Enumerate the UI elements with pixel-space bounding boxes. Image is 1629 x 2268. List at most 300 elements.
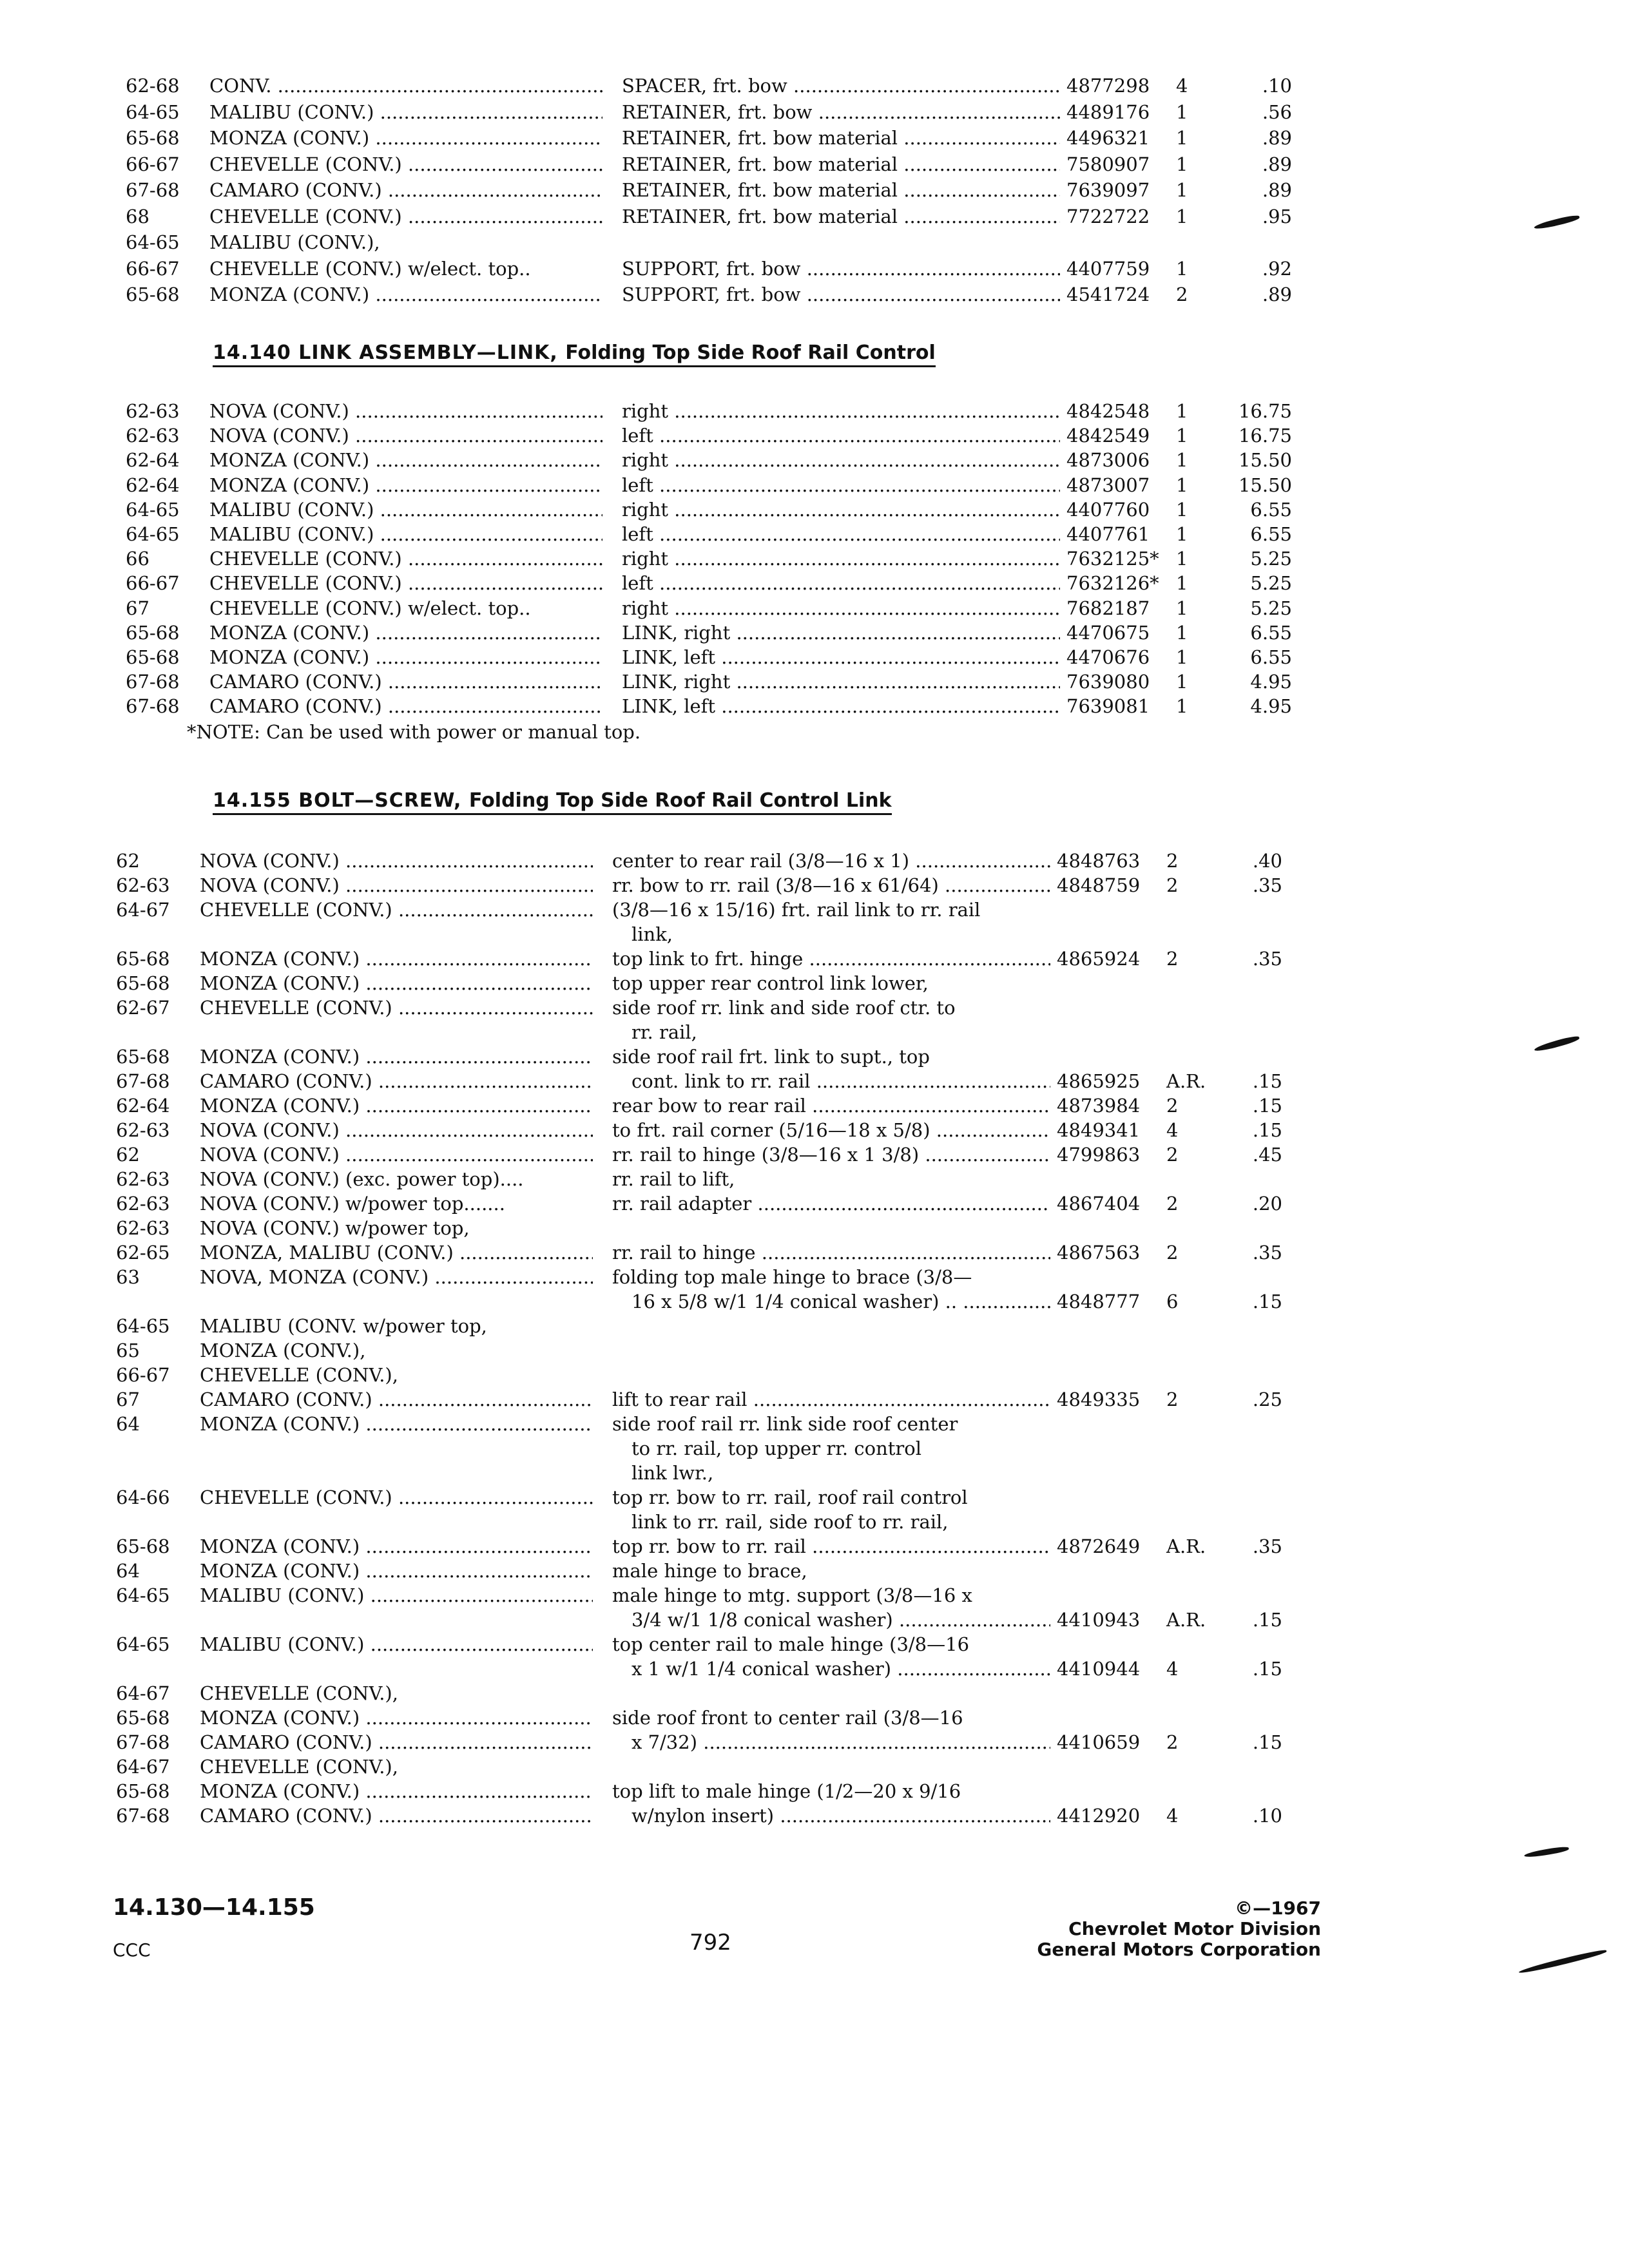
model-years: 65-68 [126,621,180,644]
price: 6.55 [1250,523,1292,545]
table-row [116,849,1308,872]
quantity: 1 [1176,153,1188,175]
part-number: 4865925 [1057,1070,1141,1092]
quantity: 1 [1176,425,1188,447]
part-description: w/nylon insert) ..... [631,1804,1050,1827]
table-row [116,1290,1308,1313]
part-description: 16 x 5/8 w/1 1/4 conical washer) .. ..... [631,1290,1050,1313]
model-years: 68 [126,205,149,227]
part-description: LINK, left ..... [622,646,1060,669]
model-name: NOVA, MONZA (CONV.) ..... [200,1265,593,1289]
part-description: male hinge to brace, [612,1560,807,1582]
model-years: 62-63 [116,1193,170,1215]
part-description: rr. rail to hinge ..... [612,1241,1050,1264]
table-row [126,178,1318,202]
table-row [126,597,1318,620]
model-name: MONZA (CONV.) ..... [209,474,602,497]
model-years: 64 [116,1413,140,1435]
model-name: CAMARO (CONV.) ..... [200,1731,593,1754]
model-years: 62-63 [116,1168,170,1190]
part-description: RETAINER, frt. bow material ..... [622,126,1060,149]
model-years: 62 [116,1144,140,1166]
model-name: MONZA (CONV.) ..... [200,1094,593,1117]
part-description: left ..... [622,424,1060,447]
model-years: 65-68 [116,1707,170,1729]
part-description: right ..... [622,597,1060,620]
quantity: 1 [1176,695,1188,718]
model-name: MALIBU (CONV. w/power top, [200,1315,487,1337]
part-number: 7632126* [1066,572,1159,595]
model-name: CAMARO (CONV.) ..... [209,695,602,718]
price: .89 [1262,153,1292,175]
table-row [126,257,1318,280]
part-description: link, [631,923,673,945]
quantity: 2 [1166,1731,1179,1753]
model-years: 65-68 [116,1046,170,1068]
model-years: 67-68 [116,1805,170,1827]
part-description: rear bow to rear rail ..... [612,1094,1050,1117]
footer-code: CCC [113,1939,151,1961]
part-number: 4872649 [1057,1535,1141,1557]
table-row [116,1094,1308,1117]
section-heading-title: 14.140 LINK ASSEMBLY—LINK, [213,341,558,364]
part-number: 4470676 [1066,646,1150,668]
table-row [126,74,1318,97]
part-description: rr. rail adapter ..... [612,1192,1050,1215]
model-years: 64-65 [126,498,180,521]
table-row [126,547,1318,570]
model-years: 65-68 [116,972,170,994]
binder-mark [1524,1845,1569,1859]
table-row [126,101,1318,124]
section-14-155-heading [213,789,892,815]
quantity: A.R. [1166,1609,1206,1631]
model-name: CAMARO (CONV.) ..... [209,178,602,202]
page-number: 792 [689,1930,731,1956]
table-row [116,1314,1308,1338]
model-name: CONV. ..... [209,74,602,97]
quantity: 1 [1176,597,1188,619]
price: .35 [1252,874,1282,896]
part-number: 4410659 [1057,1731,1141,1753]
part-number: 4867404 [1057,1193,1141,1215]
model-years: 62-68 [126,75,180,97]
section-heading-title: 14.155 BOLT—SCREW, [213,789,462,812]
quantity: 1 [1176,523,1188,545]
model-years: 67-68 [126,179,180,201]
model-name: NOVA (CONV.) ..... [200,874,593,897]
model-name: MONZA (CONV.), [200,1340,366,1361]
price: 15.50 [1238,449,1292,472]
part-number: 4842548 [1066,400,1150,422]
part-description: to frt. rail corner (5/16—18 x 5/8) ..... [612,1119,1050,1142]
model-name: NOVA (CONV.) ..... [200,1119,593,1142]
section-heading-subtitle: Folding Top Side Roof Rail Control Link [468,789,892,812]
part-description: rr. rail, [631,1021,697,1043]
model-name: MONZA (CONV.) ..... [200,1535,593,1558]
model-years: 67-68 [116,1731,170,1753]
section-heading-subtitle: Folding Top Side Roof Rail Control [565,341,936,364]
model-years: 67-68 [116,1070,170,1092]
model-name: MALIBU (CONV.) ..... [209,101,602,124]
part-description: side roof rail frt. link to supt., top [612,1046,930,1068]
price: 6.55 [1250,646,1292,668]
part-description: x 1 w/1 1/4 conical washer) ..... [631,1657,1050,1680]
part-number: 7639080 [1066,671,1150,693]
table-row [126,695,1318,718]
model-name: CHEVELLE (CONV.) ..... [200,898,593,921]
model-years: 64-65 [126,523,180,545]
model-name: MONZA (CONV.) ..... [200,1780,593,1803]
quantity: 2 [1166,1242,1179,1264]
binder-mark [1534,213,1580,231]
model-years: 64-65 [126,231,180,253]
binder-mark [1518,1948,1607,1975]
quantity: 1 [1176,548,1188,570]
price: .15 [1252,1731,1282,1753]
model-name: MALIBU (CONV.) ..... [209,523,602,546]
price: .25 [1252,1389,1282,1410]
price: .89 [1262,179,1292,201]
price: 6.55 [1250,621,1292,644]
part-description: SPACER, frt. bow ..... [622,74,1060,97]
part-description: top rr. bow to rr. rail, roof rail control [612,1486,968,1508]
price: .45 [1252,1144,1282,1166]
quantity: 2 [1166,1095,1179,1117]
model-years: 64-67 [116,1682,170,1704]
part-number: 4470675 [1066,621,1150,644]
model-years: 67-68 [126,695,180,718]
part-description: SUPPORT, frt. bow ..... [622,257,1060,280]
table-row [116,1168,1308,1191]
model-name: CHEVELLE (CONV.) ..... [209,153,602,176]
model-name: MONZA (CONV.) ..... [200,947,593,970]
price: .15 [1252,1119,1282,1141]
part-number: 7632125* [1066,548,1159,570]
part-number: 4873007 [1066,474,1150,496]
price: 4.95 [1250,695,1292,718]
price: .15 [1252,1070,1282,1092]
model-years: 65-68 [116,948,170,970]
table-row [116,1045,1308,1068]
model-name: MALIBU (CONV.), [209,231,380,253]
model-name: MONZA (CONV.) ..... [209,283,602,306]
model-years: 64-65 [116,1633,170,1655]
model-years: 62-64 [126,474,180,496]
table-row [116,1706,1308,1729]
table-row [126,126,1318,149]
model-name: MONZA (CONV.) ..... [200,1706,593,1729]
model-name: CHEVELLE (CONV.) ..... [209,205,602,228]
price: .10 [1252,1805,1282,1827]
part-description: cont. link to rr. rail ..... [631,1070,1050,1093]
model-years: 64-65 [116,1315,170,1337]
table-row [116,1412,1308,1436]
part-number: 4849335 [1057,1389,1141,1410]
table-row [116,898,1308,921]
footer-copyright: ©—1967 [1235,1898,1321,1919]
part-description: center to rear rail (3/8—16 x 1) ..... [612,849,1050,872]
table-row [116,1363,1308,1387]
part-description: rr. rail to lift, [612,1168,735,1190]
model-years: 65-68 [116,1780,170,1802]
table-row [126,424,1318,447]
model-name: MONZA (CONV.) ..... [209,646,602,669]
table-row [116,947,1308,970]
model-years: 67 [126,597,149,619]
part-description: (3/8—16 x 15/16) frt. rail link to rr. rail [612,899,981,921]
table-row [126,523,1318,546]
part-description: 3/4 w/1 1/8 conical washer) ..... [631,1608,1050,1631]
model-name: CAMARO (CONV.) ..... [209,670,602,693]
quantity: 1 [1176,127,1188,149]
part-number: 4496321 [1066,127,1150,149]
part-number: 4867563 [1057,1242,1141,1264]
table-row [116,1657,1308,1680]
table-row [116,972,1308,995]
part-description: RETAINER, frt. bow material ..... [622,178,1060,202]
quantity: 1 [1176,101,1188,123]
part-description: lift to rear rail ..... [612,1388,1050,1411]
table-row [116,1143,1308,1166]
part-number: 4848763 [1057,850,1141,872]
section-note: *NOTE: Can be used with power or manual top. [187,721,641,743]
part-description: folding top male hinge to brace (3/8— [612,1266,972,1288]
table-row [116,1510,1308,1533]
part-description: SUPPORT, frt. bow ..... [622,283,1060,306]
price: 5.25 [1250,597,1292,619]
price: 5.25 [1250,548,1292,570]
part-number: 4407759 [1066,257,1150,280]
table-row [126,153,1318,176]
table-row [126,572,1318,595]
model-name: NOVA (CONV.) w/power top, [200,1217,470,1239]
model-years: 66 [126,548,149,570]
model-name: MONZA (CONV.) ..... [209,621,602,644]
model-name: CHEVELLE (CONV.), [200,1364,398,1386]
part-description: male hinge to mtg. support (3/8—16 x [612,1584,972,1606]
part-description: right ..... [622,547,1060,570]
part-description: left ..... [622,523,1060,546]
model-years: 65-68 [126,284,180,305]
footer-division: Chevrolet Motor Division [1068,1918,1321,1939]
model-name: CHEVELLE (CONV.), [200,1756,398,1778]
part-number: 4849341 [1057,1119,1141,1141]
model-name: CAMARO (CONV.) ..... [200,1070,593,1093]
quantity: 2 [1166,1144,1179,1166]
table-row [126,205,1318,228]
price: .20 [1252,1193,1282,1215]
part-number: 4873006 [1066,449,1150,472]
part-description: rr. bow to rr. rail (3/8—16 x 61/64) ..... [612,874,1050,897]
table-row [116,1608,1308,1631]
model-years: 66-67 [126,572,180,595]
quantity: 1 [1176,474,1188,496]
section-14-140-heading [213,341,936,367]
price: 15.50 [1238,474,1292,496]
model-years: 64-65 [116,1584,170,1606]
part-number: 4799863 [1057,1144,1141,1166]
model-name: CHEVELLE (CONV.) ..... [209,572,602,595]
quantity: A.R. [1166,1535,1206,1557]
model-years: 62 [116,850,140,872]
table-row [126,474,1318,497]
model-years: 62-63 [116,1119,170,1141]
price: .89 [1262,284,1292,305]
quantity: 1 [1176,205,1188,227]
table-row [126,231,1318,254]
model-name: MONZA (CONV.) ..... [200,1412,593,1436]
quantity: 1 [1176,498,1188,521]
part-description: top center rail to male hinge (3/8—16 [612,1633,970,1655]
model-years: 62-63 [116,874,170,896]
part-description: right ..... [622,498,1060,521]
model-name: MONZA (CONV.) ..... [209,126,602,149]
model-years: 65-68 [126,646,180,668]
model-years: 62-67 [116,997,170,1019]
part-description: top lift to male hinge (1/2—20 x 9/16 [612,1780,961,1802]
price: 6.55 [1250,498,1292,521]
table-row [116,1804,1308,1827]
price: .15 [1252,1658,1282,1680]
model-name: MONZA, MALIBU (CONV.) ..... [200,1241,593,1264]
quantity: 2 [1166,850,1179,872]
price: .35 [1252,948,1282,970]
quantity: A.R. [1166,1070,1206,1092]
model-name: CHEVELLE (CONV.) ..... [200,1486,593,1509]
model-name: MONZA (CONV.) ..... [200,1559,593,1582]
part-description: left ..... [622,572,1060,595]
quantity: 2 [1176,284,1188,305]
model-name: NOVA (CONV.) (exc. power top).... [200,1168,524,1190]
model-name: CAMARO (CONV.) ..... [200,1804,593,1827]
model-name: NOVA (CONV.) w/power top....... [200,1193,505,1215]
part-description: LINK, right ..... [622,621,1060,644]
part-description: link to rr. rail, side roof to rr. rail, [631,1511,949,1533]
table-row [116,923,1308,946]
part-number: 4412920 [1057,1805,1141,1827]
quantity: 2 [1166,1193,1179,1215]
model-name: NOVA (CONV.) ..... [209,424,602,447]
model-years: 64-67 [116,899,170,921]
part-description: top upper rear control link lower, [612,972,929,994]
part-description: rr. rail to hinge (3/8—16 x 1 3/8) ..... [612,1143,1050,1166]
model-name: MONZA (CONV.) ..... [209,448,602,472]
part-number: 4877298 [1066,75,1150,97]
part-number: 4848759 [1057,874,1141,896]
price: .40 [1252,850,1282,872]
table-row [116,1119,1308,1142]
model-name: NOVA (CONV.) ..... [200,849,593,872]
model-years: 65-68 [116,1535,170,1557]
part-description: to rr. rail, top upper rr. control [631,1437,921,1459]
model-years: 64-65 [126,101,180,123]
table-row [116,1559,1308,1582]
model-years: 62-64 [116,1095,170,1117]
quantity: 2 [1166,874,1179,896]
binder-mark [1534,1034,1580,1053]
part-number: 4541724 [1066,284,1150,305]
part-description: RETAINER, frt. bow material ..... [622,153,1060,176]
model-name: MALIBU (CONV.) ..... [200,1633,593,1656]
part-description: LINK, left ..... [622,695,1060,718]
price: 16.75 [1238,400,1292,422]
part-description: top rr. bow to rr. rail ..... [612,1535,1050,1558]
part-number: 4489176 [1066,101,1150,123]
model-name: NOVA (CONV.) ..... [200,1143,593,1166]
table-row [116,1265,1308,1289]
price: 4.95 [1250,671,1292,693]
part-number: 7639097 [1066,179,1150,201]
price: .15 [1252,1609,1282,1631]
table-row [116,1780,1308,1803]
quantity: 4 [1166,1805,1179,1827]
price: .35 [1252,1535,1282,1557]
model-name: CHEVELLE (CONV.) ..... [200,996,593,1019]
quantity: 1 [1176,449,1188,472]
model-name: MALIBU (CONV.) ..... [209,498,602,521]
part-number: 4410943 [1057,1609,1141,1631]
part-number: 7722722 [1066,205,1150,227]
footer-section-range: 14.130—14.155 [113,1894,315,1921]
part-description: side roof rail rr. link side roof center [612,1413,958,1435]
part-description: LINK, right ..... [622,670,1060,693]
model-name: CHEVELLE (CONV.) w/elect. top.. [209,597,531,619]
table-row [116,1755,1308,1778]
price: .92 [1262,257,1292,280]
model-name: MALIBU (CONV.) ..... [200,1584,593,1607]
part-number: 7682187 [1066,597,1150,619]
part-number: 4848777 [1057,1291,1141,1312]
quantity: 1 [1176,646,1188,668]
quantity: 1 [1176,257,1188,280]
model-years: 62-65 [116,1242,170,1264]
part-number: 4842549 [1066,425,1150,447]
price: .56 [1262,101,1292,123]
model-years: 65 [116,1340,140,1361]
part-number: 7639081 [1066,695,1150,718]
price: .35 [1252,1242,1282,1264]
price: .15 [1252,1291,1282,1312]
part-description: right ..... [622,448,1060,472]
quantity: 1 [1176,621,1188,644]
price: .15 [1252,1095,1282,1117]
part-description: right ..... [622,399,1060,423]
part-description: side roof front to center rail (3/8—16 [612,1707,963,1729]
model-name: CHEVELLE (CONV.) ..... [209,547,602,570]
table-row [126,498,1318,521]
part-description: top link to frt. hinge ..... [612,947,1050,970]
model-name: MONZA (CONV.) ..... [200,1045,593,1068]
part-description: x 7/32) ..... [631,1731,1050,1754]
table-row [116,1584,1308,1607]
quantity: 1 [1176,572,1188,595]
part-description: RETAINER, frt. bow ..... [622,101,1060,124]
table-row [126,399,1318,423]
part-description: RETAINER, frt. bow material ..... [622,205,1060,228]
table-row [126,283,1318,306]
footer-corporation: General Motors Corporation [1037,1939,1321,1960]
model-years: 62-63 [126,400,180,422]
table-row [116,1731,1308,1754]
model-years: 62-63 [116,1217,170,1239]
price: .95 [1262,205,1292,227]
price: .89 [1262,127,1292,149]
part-number: 7580907 [1066,153,1150,175]
table-row [116,1633,1308,1656]
quantity: 2 [1166,1389,1179,1410]
model-name: CHEVELLE (CONV.) w/elect. top.. [209,257,531,280]
